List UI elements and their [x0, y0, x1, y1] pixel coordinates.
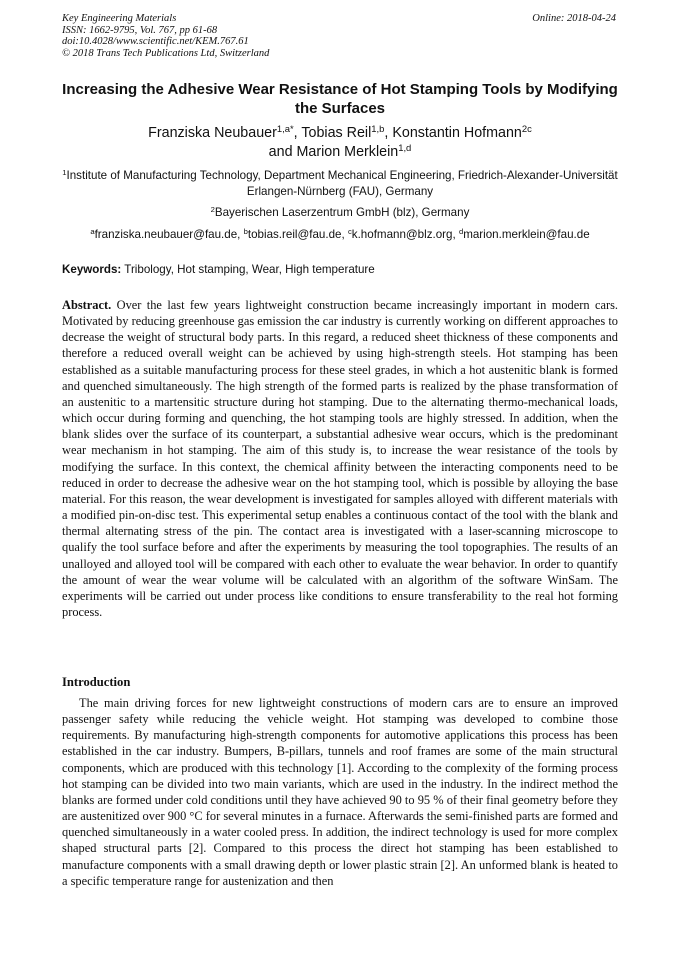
email[interactable]: $^a$franziska.neubauer@fau.de, [90, 226, 244, 241]
abstract-text: Over the last few years lightweight construction became increasingly important in modern cars. Motivated by reducing greenhouse gas emission the car industry is currently working on different approaches to decrease the weight of structural body parts. In this regard, a reduced sheet thickness of these components and therefore a reduced overall weight can be achieved by using high-strength steels. Hot stamping has been established as a suitable manufacturing process for these steel grades, in which a hot austenitic blank is formed and quenched simultaneously. The high strength of the formed parts is realized by the phase transformation of an austenitic to a martensitic structure during hot stamping. Due to the alternating thermo-mechanical loads, which occur during forming and quenching, the hot stamping tools are highly stressed. In addition, when the blank slides over the surface of its counterpart, a substantial adhesive wear occurs, which is the predominant wear mechanism in hot stamping. The aim of this study is, to increase the wear resistance of the tools by modifying the surface. In this context, the chemical affinity between the interacting components need to be reduced in order to decrease the adhesive wear on the hot stamping tool, which is possible by alloying the base material. For this reason, the wear development is investigated for samples alloyed with different materials with a modified pin-on-disc test. This experimental setup enables a continuous contact of the tool with the blank and thermal alternating stress of the pin. The contact area is investigated with a laser-scanning microscope to qualify the tool surface before and after the experiments by measuring the tool topographies. The results of an unalloyed and alloyed tool will be compared with each other to evaluate the wear behavior. In order to quantify the amount of wear the wear volume will be calculated with an algorithm of the software WinSam. The experiments will be carried out under process like conditions to ensure transferability to the real hot forming process. [62, 298, 618, 619]
author: Tobias Reil$^{1,b}$, [301, 122, 393, 141]
publication-header [62, 13, 618, 59]
keywords-text: Tribology, Hot stamping, Wear, High temperature [124, 263, 375, 276]
keywords-label: Keywords: [62, 263, 122, 276]
author: and Marion Merklein$^{1,d}$ [268, 141, 412, 160]
online-date: Online: 2018-04-24 [532, 13, 616, 24]
email[interactable]: $^c$k.hofmann@blz.org, [347, 226, 459, 241]
affiliation: $^1$Institute of Manufacturing Technology, Department Mechanical Engineering, Friedrich-Alexander-Universität Erlangen-Nürnberg (FAU), Germany [62, 167, 618, 198]
email-list [62, 227, 618, 243]
paper-title: Increasing the Adhesive Wear Resistance of Hot Stamping Tools by Modifying the Surfaces [62, 81, 618, 117]
affiliation: $^2$Bayerischen Laserzentrum GmbH (blz), Germany [210, 204, 470, 219]
doi: doi:10.4028/www.scientific.net/KEM.767.61 [62, 36, 249, 48]
keywords [62, 262, 618, 277]
journal-name: Key Engineering Materials [62, 13, 177, 24]
issn-info: ISSN: 1662-9795, Vol. 767, pp 61-68 [62, 24, 218, 36]
email[interactable]: $^d$marion.merklein@fau.de [458, 226, 590, 241]
email[interactable]: $^b$tobias.reil@fau.de, [243, 226, 348, 241]
author: Franziska Neubauer$^{1,a*}$, [148, 122, 302, 141]
introduction-paragraph: The main driving forces for new lightweight constructions of modern cars are to ensure an improved passenger safety while reducing the vehicle weight. Hot stamping was developed to combine those requirements. By manufacturing high-strength components for automotive applications this process has been established in the car industry. Bumpers, B-pillars, tunnels and roof frames are some of the main structural components, which are produced with this technology [1]. According to the complexity of the forming process hot stamping can be divided into two main variants, which are used in the industry. In the indirect method the blanks are formed under cold conditions until they have achieved 90 to 95 % of their final geometry before they are austenitized over 900 °C for several minutes in a furnace. Afterwards the semi-finished parts are formed and quenched simultaneously in a water cooled press. In addition, the indirect technology is used for more complex shaped structural parts [2]. Compared to this process the direct hot stamping has been established to manufacture components with a small drawing depth or lower plastic strain [2]. An unformed blank is heated to a specific temperature range for austenization and then [62, 696, 618, 888]
author: Konstantin Hofmann$^{2c}$ [392, 122, 532, 141]
abstract-label: Abstract. [62, 298, 112, 312]
author-list [62, 124, 618, 162]
copyright: © 2018 Trans Tech Publications Ltd, Switzerland [62, 47, 270, 59]
section-heading-introduction: Introduction [62, 675, 131, 689]
abstract [62, 297, 618, 620]
